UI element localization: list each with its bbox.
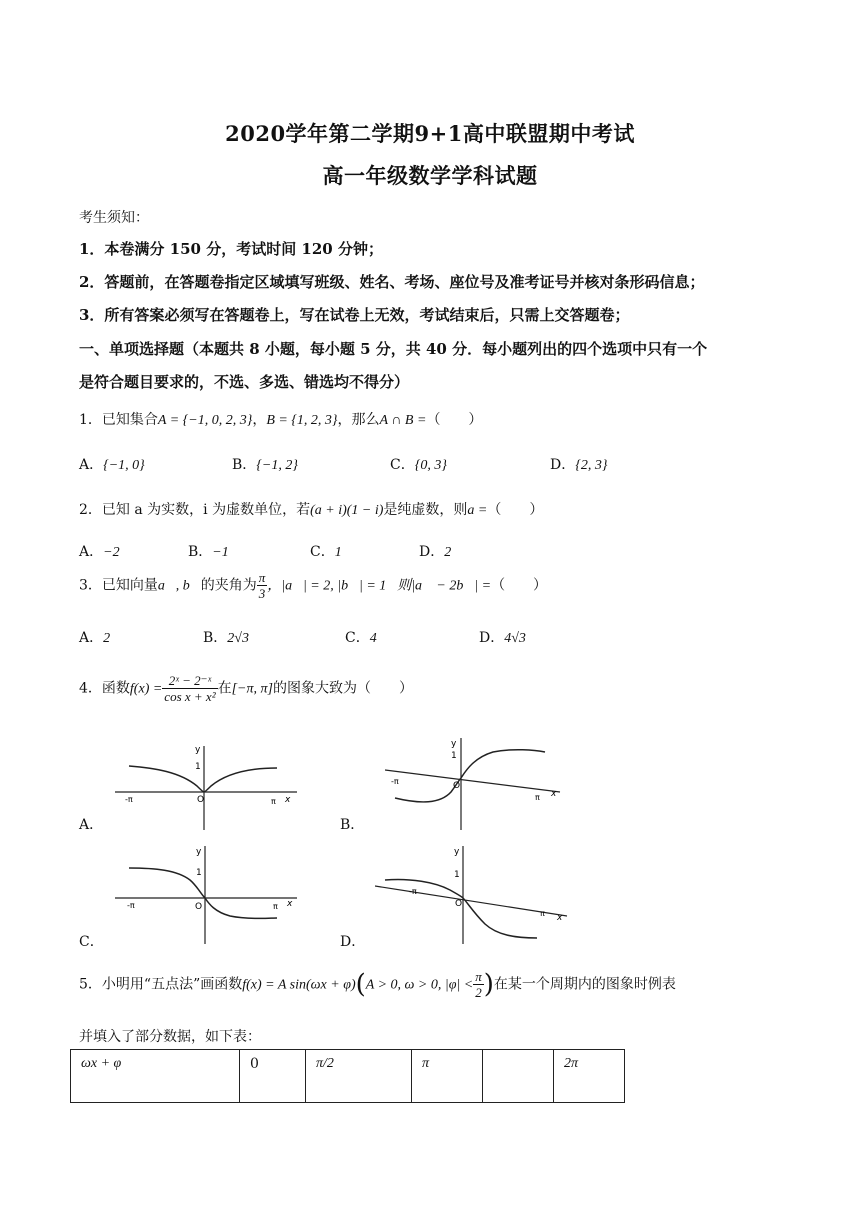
option-label: C．: [390, 457, 415, 473]
q1-option-b: [232, 454, 298, 474]
y-label: y: [195, 745, 201, 755]
pi-label: π: [271, 797, 276, 806]
neg-pi-label: -π: [127, 901, 135, 910]
option-value: {0, 3}: [414, 458, 447, 473]
q3-angle-fraction: [257, 570, 268, 601]
q2-option-b: [188, 541, 229, 561]
q4-option-a-label: A．: [79, 817, 104, 833]
exam-subtitle: 高一年级数学学科试题: [322, 163, 538, 188]
x-axis: [375, 886, 567, 916]
question-2-stem: [79, 499, 543, 519]
y-label: y: [454, 847, 460, 857]
q2-blank: （ ）: [487, 502, 544, 518]
q5-suffix: 在某一个周期内的图象时例表: [493, 976, 676, 993]
option-label: C．: [345, 630, 370, 646]
q2-suffix: 是纯虚数，则: [383, 502, 468, 518]
pi-label: π: [540, 909, 545, 918]
curve: [395, 750, 545, 802]
q3-condition: ，|a⃗| = 2, |b⃗| = 1．则: [267, 578, 412, 594]
exam-title: 2020学年第二学期9+1高中联盟期中考试: [225, 121, 635, 146]
q4-graph-c: [115, 840, 305, 945]
option-value: −2: [103, 545, 120, 560]
q4-function-name: f(x) =: [129, 681, 163, 697]
table-cell: π/2: [306, 1050, 412, 1103]
one-label: 1: [454, 870, 460, 880]
option-value: {−1, 2}: [256, 458, 298, 473]
option-label: B．: [232, 457, 257, 473]
right-paren: ): [483, 969, 494, 1000]
option-value: 4: [369, 631, 377, 646]
q1-blank: （ ）: [426, 412, 483, 428]
q4-option-b-label: B．: [340, 817, 365, 833]
fraction-denominator: 3: [258, 586, 266, 601]
left-paren: (: [355, 969, 366, 1000]
question-3-stem: [79, 570, 547, 601]
origin-label: O: [455, 899, 463, 909]
option-label: B．: [188, 544, 213, 560]
option-label: A．: [79, 630, 104, 646]
table-row: [71, 1050, 625, 1103]
fraction-numerator: π: [258, 570, 266, 585]
q3-ask: |a⃗ − 2b⃗| =: [411, 578, 492, 594]
option-value: 2√3: [227, 631, 249, 646]
option-label: C．: [310, 544, 335, 560]
q4-interval: [−π, π]: [231, 681, 273, 697]
option-value: −1: [212, 545, 229, 560]
q5-function: f(x) = A sin(ωx + φ): [242, 977, 356, 993]
fraction-numerator: 2ˣ − 2⁻ˣ: [162, 673, 217, 689]
option-value: 4√3: [504, 631, 526, 646]
notice-item-2: 2．答题前，在答题卷指定区域填写班级、姓名、考场、座位号及准考证号并核对条形码信息；: [79, 273, 705, 291]
q5-condition: A > 0, ω > 0, |φ| <: [365, 977, 474, 993]
q1-option-a: [79, 454, 145, 474]
pi-label: π: [535, 793, 540, 802]
fraction-denominator: cos x + x²: [164, 689, 216, 704]
q3-vectors: a⃗, b⃗: [157, 578, 201, 594]
notice-item-1: 1．本卷满分 150 分，考试时间 120 分钟；: [79, 240, 383, 258]
q1-option-c: [390, 454, 447, 474]
option-label: D．: [550, 457, 576, 473]
notice-item-3: 3．所有答案必须写在答题卷上，写在试卷上无效，考试结束后，只需上交答题卷；: [79, 306, 630, 324]
fraction-denominator: 2: [475, 985, 482, 1000]
x-axis: [385, 770, 560, 792]
table-cell: 0: [240, 1050, 306, 1103]
q1-ask: A ∩ B =: [379, 413, 427, 428]
one-label: 1: [195, 762, 201, 772]
q4-interval-text: 在: [217, 680, 232, 697]
q4-graph-d: [375, 840, 575, 945]
option-label: A．: [79, 544, 104, 560]
origin-label: O: [453, 781, 461, 791]
y-label: y: [196, 847, 202, 857]
q2-ask: a =: [467, 503, 488, 518]
x-label: x: [285, 795, 291, 805]
q1-prefix: 1．已知集合: [79, 412, 158, 428]
x-label: x: [557, 913, 563, 923]
question-4-stem: [79, 673, 413, 704]
section-heading-line1: 一、单项选择题（本题共 8 小题，每小题 5 分，共 40 分．每小题列出的四个选项中只有一个: [79, 340, 708, 358]
q5-prefix: 5．小明用“五点法”画函数: [79, 976, 243, 993]
one-label: 1: [451, 751, 457, 761]
neg-pi-label: -π: [409, 887, 417, 896]
five-point-table: [70, 1049, 625, 1103]
section-heading-line2: 是符合题目要求的，不选、多选、错选均不得分）: [79, 373, 410, 391]
option-value: {−1, 0}: [103, 458, 145, 473]
question-1-stem: 1．已知集合A = {−1, 0, 2, 3}，B = {1, 2, 3}，那么A ∩ B =（ ）: [79, 412, 483, 428]
q4-option-d-label: D．: [340, 934, 366, 950]
table-cell: ωx + φ: [71, 1050, 240, 1103]
q2-prefix: 2．已知 a 为实数，i 为虚数单位，若: [79, 502, 311, 518]
curve: [129, 766, 277, 792]
q4-prefix: 4．函数: [79, 680, 130, 697]
q3-angle-text: 的夹角为: [200, 577, 257, 594]
curve: [129, 868, 277, 919]
table-cell: 2π: [554, 1050, 625, 1103]
option-label: A．: [79, 457, 104, 473]
table-cell: [483, 1050, 554, 1103]
fraction-numerator: π: [475, 969, 482, 984]
q3-prefix: 3．已知向量: [79, 577, 158, 594]
option-value: 2: [103, 631, 111, 646]
q4-graph-b: [385, 730, 570, 830]
question-5-line2: 并填入了部分数据，如下表：: [79, 1029, 261, 1045]
x-label: x: [287, 899, 293, 909]
option-label: B．: [203, 630, 228, 646]
neg-pi-label: -π: [125, 795, 133, 804]
origin-label: O: [195, 902, 203, 912]
q1-mid: ，那么: [337, 412, 380, 428]
q4-graph-a: [115, 738, 305, 830]
option-label: D．: [479, 630, 505, 646]
option-value: {2, 3}: [575, 458, 608, 473]
origin-label: O: [197, 795, 205, 805]
option-value: 1: [334, 545, 342, 560]
q1-set-b: B = {1, 2, 3}: [266, 413, 338, 428]
question-5-stem: [79, 969, 676, 1000]
q4-fraction: [162, 673, 217, 704]
q1-option-d: [550, 454, 607, 474]
q3-option-c: [345, 627, 377, 647]
q3-option-b: [203, 627, 249, 647]
q2-expression: (a + i)(1 − i): [310, 503, 384, 518]
q5-fraction: [473, 969, 484, 1000]
option-label: D．: [419, 544, 445, 560]
x-label: x: [551, 789, 557, 799]
table-cell: π: [412, 1050, 483, 1103]
q3-option-d: [479, 627, 526, 647]
q3-blank: （ ）: [491, 577, 548, 594]
q1-set-a: A = {−1, 0, 2, 3}: [157, 413, 253, 428]
neg-pi-label: -π: [391, 777, 399, 786]
pi-label: π: [273, 902, 278, 911]
q4-suffix: 的图象大致为（ ）: [272, 680, 413, 697]
q3-option-a: [79, 627, 110, 647]
y-label: y: [451, 739, 457, 749]
q4-option-c-label: C．: [79, 934, 104, 950]
notice-heading: 考生须知：: [79, 210, 149, 226]
q2-option-d: [419, 541, 451, 561]
q2-option-c: [310, 541, 342, 561]
q2-option-a: [79, 541, 120, 561]
option-value: 2: [444, 545, 452, 560]
one-label: 1: [196, 868, 202, 878]
